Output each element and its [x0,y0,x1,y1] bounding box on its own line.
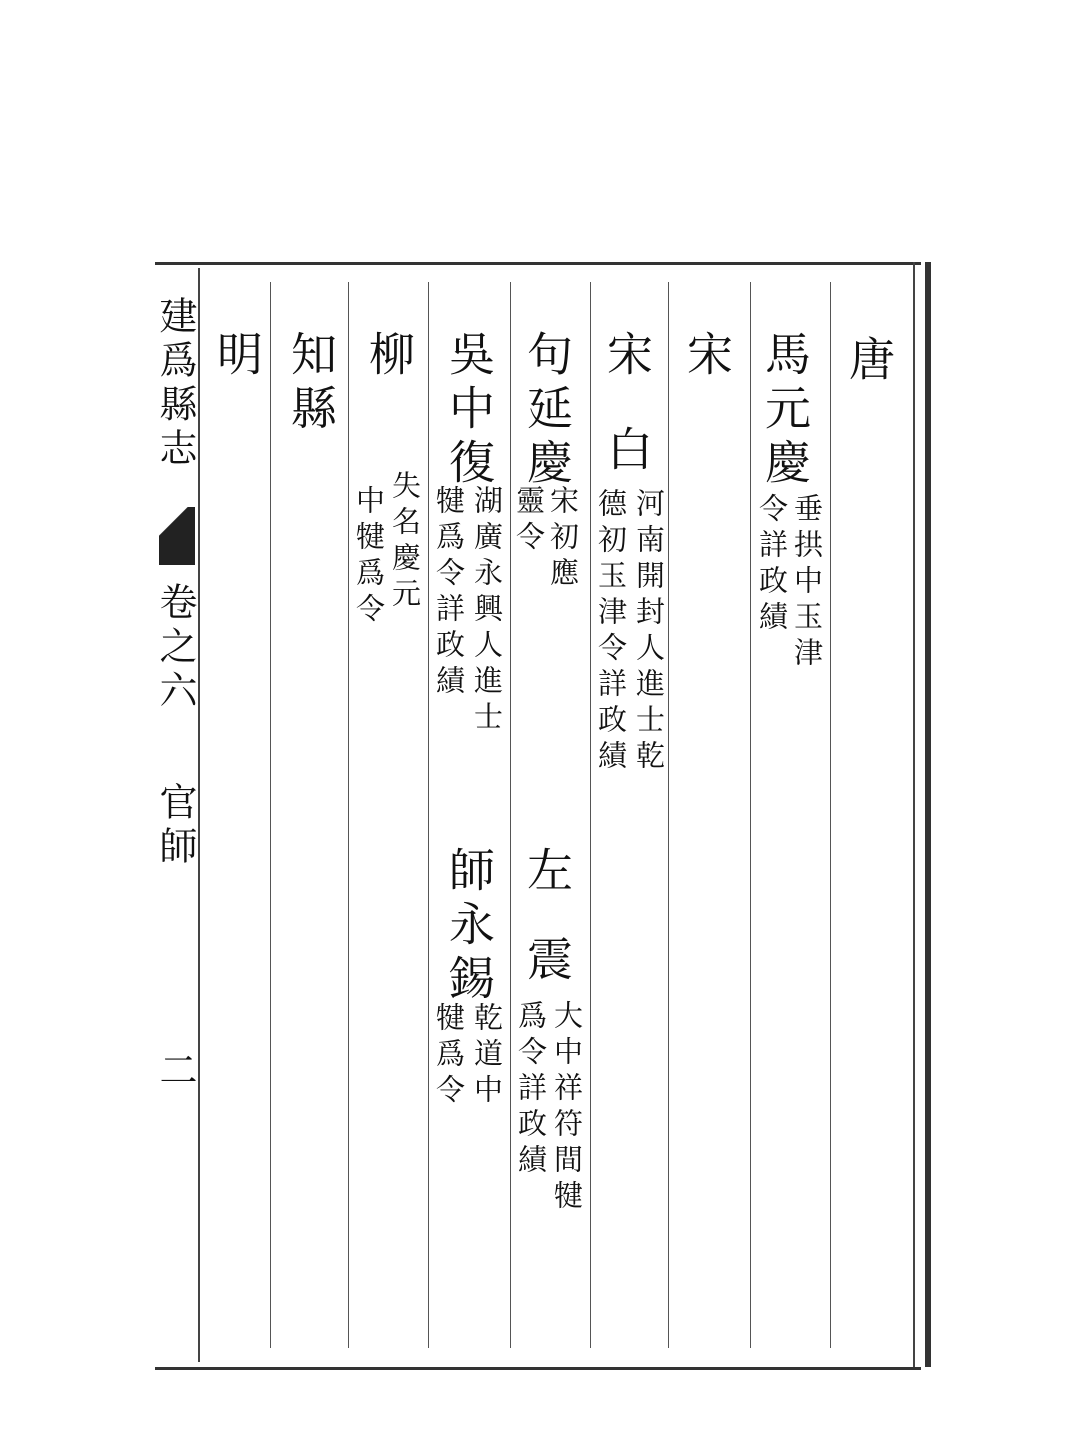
official-note: 湖廣永興人進士 [470,485,504,737]
official-surname: 左 [520,846,574,900]
column-rule [590,282,591,1348]
official-note: 大中祥符間犍 [550,1000,584,1216]
column-rule [510,282,511,1348]
official-name: 馬元慶 [758,330,812,492]
office-heading-magistrate: 知縣 [284,330,338,438]
column-rule [668,282,669,1348]
official-name: 句延慶 [520,330,574,492]
official-note: 德初玉津令詳政績 [594,488,628,776]
official-surname: 柳 [362,330,416,384]
column-rule [348,282,349,1348]
column-rule [750,282,751,1348]
official-note: 宋初應 [546,485,580,593]
frame-right-border [913,262,931,1367]
section-label: 官師 [153,782,197,870]
official-note: 失名慶元 [388,470,422,614]
frame-left-border [198,268,200,1362]
official-note: 中犍爲令 [352,485,386,629]
official-note: 河南開封人進士乾 [632,488,666,776]
official-name: 師永錫 [442,846,496,1008]
column-rule [270,282,271,1348]
column-rule [830,282,831,1348]
official-note: 令詳政績 [755,493,789,637]
official-note: 犍爲令 [432,1002,466,1110]
dynasty-heading-ming: 明 [210,330,264,384]
official-given-name: 白 [600,425,654,479]
official-surname: 宋 [600,330,654,384]
official-note: 犍爲令詳政績 [432,485,466,701]
column-rule [428,282,429,1348]
page-number: 二 [153,1050,197,1094]
book-title: 建爲縣志 [153,296,197,472]
official-note: 爲令詳政績 [514,1000,548,1180]
volume-label: 卷之六 [153,582,197,714]
dynasty-heading-tang: 唐 [842,335,896,389]
official-note: 靈令 [512,485,546,557]
dynasty-heading-song: 宋 [680,330,734,384]
official-given-name: 震 [520,935,574,989]
official-note: 乾道中 [470,1002,504,1110]
official-name: 吳中復 [442,330,496,492]
official-note: 垂拱中玉津 [790,493,824,673]
fish-tail-mark [159,507,195,565]
